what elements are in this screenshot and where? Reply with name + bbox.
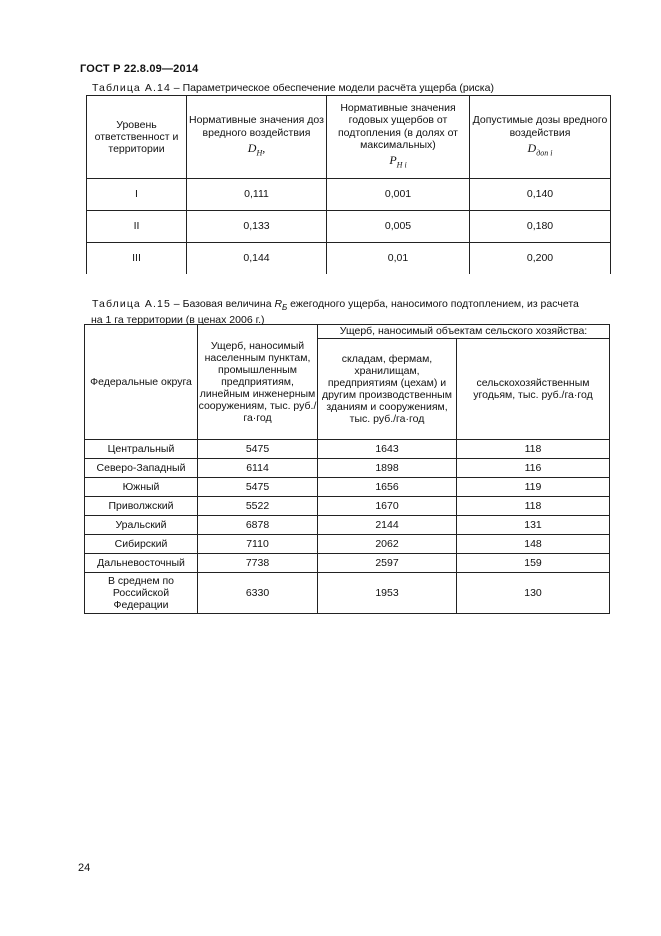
symbol-r-b [274,298,288,313]
table-a15-col-warehouses: складам, фермам, хранилищам, предприятиям (цехам) и другим производственным зданиям и сооружениям, тыс. руб./га·год [318,339,457,440]
symbol-p-n-sub: Н i [396,160,407,170]
table-cell: I [87,179,187,211]
table-a14-header-row [87,96,611,179]
table-cell: 0,01 [327,243,470,275]
table-cell: 7738 [198,554,318,573]
table-cell: 0,180 [470,211,611,243]
table-cell: 5475 [198,440,318,459]
symbol-d-n-letter: D [247,140,257,155]
table-cell: Приволжский [85,497,198,516]
table-a14-label: Таблица А.14 [92,82,171,94]
table-a14-col-allowed-doses [470,96,611,179]
table-a14-col-level [87,96,187,179]
table-cell: 6114 [198,459,318,478]
table-cell: 6330 [198,573,318,614]
table-row [85,497,610,516]
symbol-d-n-suffix: , [262,140,266,155]
table-cell: 0,001 [327,179,470,211]
table-row [85,478,610,497]
table-a14-title: – Параметрическое обеспечение модели расчёта ущерба (риска) [170,82,494,94]
table-cell: Сибирский [85,535,198,554]
table-cell: III [87,243,187,275]
table-a15-title-a: – Базовая величина [170,298,275,310]
table-row [85,554,610,573]
symbol-d-n [187,142,326,160]
table-cell: 2062 [318,535,457,554]
table-row [87,179,611,211]
table-cell: 7110 [198,535,318,554]
symbol-d-dop-sub: доп i [536,148,553,158]
table-cell: 5475 [198,478,318,497]
table-a14-col-norm-damages [327,96,470,179]
table-row [85,516,610,535]
symbol-p-n [327,154,469,172]
table-cell: 0,200 [470,243,611,275]
symbol-d-n-sub: Н [256,148,263,158]
table-cell: 1953 [318,573,457,614]
symbol-d-dop-letter: D [527,140,537,155]
table-a15-header-row-1 [85,325,610,339]
table-a15-col-lands: сельскохозяйственным угодьям, тыс. руб./га·год [457,339,610,440]
table-cell: II [87,211,187,243]
table-row [87,243,611,275]
table-cell: 2597 [318,554,457,573]
table-cell: 118 [457,440,610,459]
table-cell: 116 [457,459,610,478]
symbol-p-n-letter: P [389,153,397,168]
table-row [85,535,610,554]
table-cell: 1670 [318,497,457,516]
table-a15-col-agriculture: Ущерб, наносимый объектам сельского хозяйства: [318,325,610,339]
table-cell: Дальневосточный [85,554,198,573]
table-cell: Южный [85,478,198,497]
table-cell: 131 [457,516,610,535]
table-cell: 0,144 [187,243,327,275]
table-a15 [84,324,610,614]
table-cell: 0,133 [187,211,327,243]
table-cell: 159 [457,554,610,573]
table-cell: 130 [457,573,610,614]
page-number: 24 [78,862,91,874]
table-cell: 119 [457,478,610,497]
table-a14 [86,95,611,274]
table-row [85,573,610,614]
table-cell: В среднем по Российской Федерации [85,573,198,614]
symbol-r-letter: R [274,298,283,310]
table-cell: 2144 [318,516,457,535]
table-row [87,211,611,243]
table-cell: 6878 [198,516,318,535]
col-norm-damages-text: Нормативные значения годовых ущербов от подтопления (в долях от максимальных) [338,102,458,151]
table-a14-col-norm-doses [187,96,327,179]
table-a15-title-b: ежегодного ущерба, наносимого подтоплением, из расчета [287,298,579,310]
table-cell: 118 [457,497,610,516]
table-cell: Северо-Западный [85,459,198,478]
col-norm-doses-text: Нормативные значения доз вредного воздействия [189,114,324,139]
col-level-text: Уровень ответственност и территории [94,118,179,156]
symbol-d-dop [470,142,610,160]
table-a15-label: Таблица А.15 [92,298,171,310]
table-a15-title-line2: на 1 га территории (в ценах 2006 г.) [91,314,265,327]
table-cell: 5522 [198,497,318,516]
table-a15-col-settlements: Ущерб, наносимый населенным пунктам, промышленным предприятиям, линейным инженерным сооружениям, тыс. руб./га·год [198,325,318,440]
table-cell: 148 [457,535,610,554]
col-allowed-doses-text: Допустимые дозы вредного воздействия [472,114,608,139]
table-row [85,459,610,478]
table-a15-col-district: Федеральные округа [85,325,198,440]
table-row [85,440,610,459]
symbol-r-sub: Б [282,303,288,313]
table-a15-caption [92,298,618,327]
table-cell: 0,005 [327,211,470,243]
table-cell: 1643 [318,440,457,459]
table-cell: 1898 [318,459,457,478]
table-cell: 1656 [318,478,457,497]
table-cell: Уральский [85,516,198,535]
table-a14-caption [92,82,612,95]
table-cell: 0,111 [187,179,327,211]
table-cell: 0,140 [470,179,611,211]
table-cell: Центральный [85,440,198,459]
document-code: ГОСТ Р 22.8.09—2014 [80,63,199,75]
